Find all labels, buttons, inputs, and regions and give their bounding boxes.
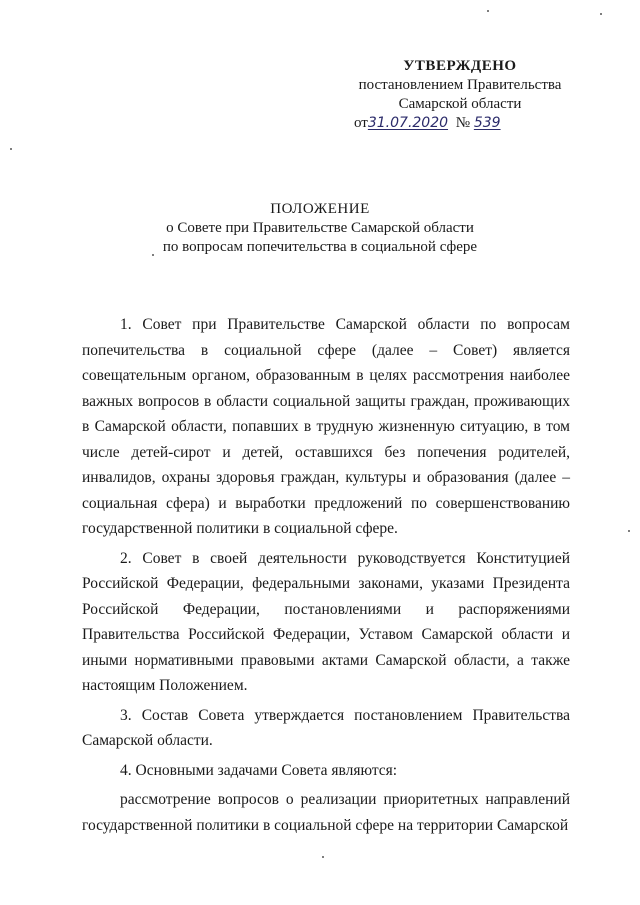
handwritten-date: 31.07.2020 xyxy=(367,115,449,131)
paragraph-5: рассмотрение вопросов о реализации приоритетных направлений государственной политики в социальной сфере на территории Самарской xyxy=(82,791,570,834)
paragraph-2: 2. Совет в своей деятельности руководствуется Конституцией Российской Федерации, федеральными законами, указами Президента Российской Федерации, постановлениями и распоряжениями Правительства Российской Федерации, Уставом Самарской области и иными нормативными правовыми актами Самарской области, а также настоящим Положением. xyxy=(82,549,570,694)
approval-title: УТВЕРЖДЕНО xyxy=(403,58,517,74)
document-subtitle-2: по вопросам попечительства в социальной сфере xyxy=(162,239,478,255)
approval-date-line xyxy=(330,114,590,133)
approval-stamp xyxy=(330,57,590,133)
scan-speck xyxy=(600,13,602,15)
date-prefix: от xyxy=(354,115,368,131)
scan-speck xyxy=(152,254,154,256)
document-body xyxy=(82,312,570,842)
approval-line-2: Самарской области xyxy=(398,96,522,112)
scan-speck xyxy=(10,148,12,150)
paragraph-1: 1. Совет при Правительстве Самарской области по вопросам попечительства в социальной сфере (далее – Совет) является совещательным органом, образованным в целях рассмотрения наиболее важных вопросов в области социальной защиты граждан, проживающих в Самарской области, попавших в трудную жизненную ситуацию, в том числе детей-сирот и детей, оставшихся без попечения родителей, инвалидов, охраны здоровья граждан, культуры и образования (далее – социальная сфера) и выработки предложений по совершенствованию государственной политики в социальной сфере. xyxy=(82,316,570,537)
number-label: № xyxy=(455,115,471,131)
document-subtitle-1: о Совете при Правительстве Самарской области xyxy=(166,220,474,236)
paragraph-3: 3. Состав Совета утверждается постановлением Правительства Самарской области. xyxy=(82,706,570,749)
scan-speck xyxy=(628,530,630,532)
paragraph-4: 4. Основными задачами Совета являются: xyxy=(120,761,398,779)
approval-line-1: постановлением Правительства xyxy=(358,77,562,93)
document-heading xyxy=(0,200,640,257)
document-title: ПОЛОЖЕНИЕ xyxy=(270,201,370,217)
scan-speck xyxy=(487,10,489,12)
handwritten-number: 539 xyxy=(473,115,501,131)
scan-speck xyxy=(322,856,324,858)
